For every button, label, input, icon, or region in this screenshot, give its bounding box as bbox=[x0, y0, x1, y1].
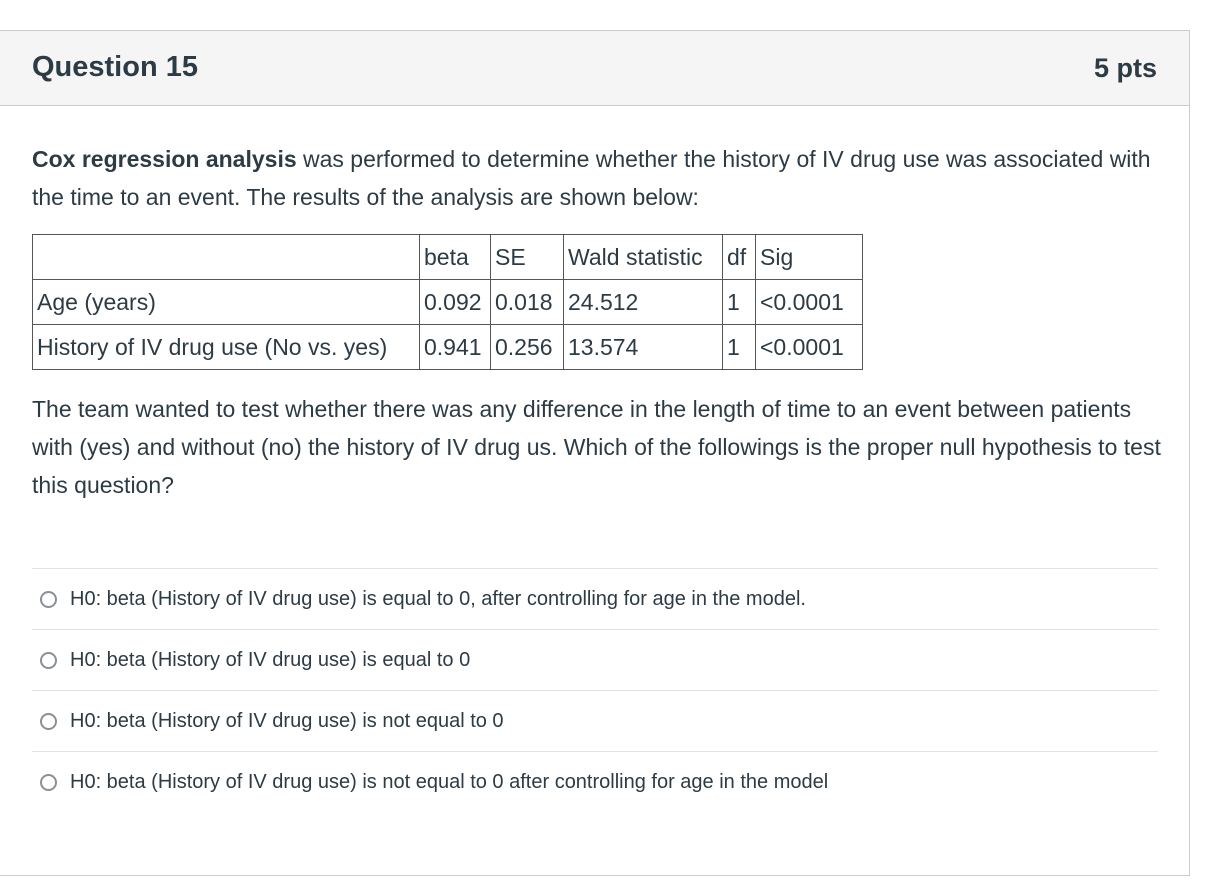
table-cell: 0.256 bbox=[491, 325, 564, 370]
question-body bbox=[32, 140, 1162, 504]
table-header-cell: Wald statistic bbox=[564, 235, 723, 280]
radio-button[interactable] bbox=[40, 774, 57, 791]
table-cell: 0.018 bbox=[491, 280, 564, 325]
intro-bold: Cox regression analysis bbox=[32, 146, 297, 172]
table-cell: Age (years) bbox=[33, 280, 420, 325]
answer-option[interactable] bbox=[32, 568, 1158, 629]
question-title: Question 15 bbox=[32, 51, 198, 83]
table-cell: 24.512 bbox=[564, 280, 723, 325]
answer-option[interactable] bbox=[32, 751, 1158, 812]
question-points: 5 pts bbox=[1093, 53, 1157, 83]
question-intro bbox=[32, 140, 1162, 216]
answer-list bbox=[32, 568, 1158, 812]
table-header-cell: df bbox=[723, 235, 756, 280]
results-table bbox=[32, 234, 863, 370]
radio-button[interactable] bbox=[40, 652, 57, 669]
table-header-cell: beta bbox=[420, 235, 491, 280]
table-cell: 13.574 bbox=[564, 325, 723, 370]
question-header bbox=[0, 31, 1189, 106]
question-follow-up: The team wanted to test whether there was any difference in the length of time to an event between patients with (yes) and without (no) the history of IV drug us. Which of the followings is the proper null hypothesis to test this question? bbox=[32, 396, 1161, 498]
table-cell: <0.0001 bbox=[756, 325, 863, 370]
answer-option[interactable] bbox=[32, 690, 1158, 751]
answer-label: H0: beta (History of IV drug use) is equal to 0 bbox=[70, 648, 471, 671]
radio-button[interactable] bbox=[40, 591, 57, 608]
answer-option[interactable] bbox=[32, 629, 1158, 690]
table-cell: History of IV drug use (No vs. yes) bbox=[33, 325, 420, 370]
answer-label: H0: beta (History of IV drug use) is equal to 0, after controlling for age in the model. bbox=[70, 587, 806, 610]
answer-label: H0: beta (History of IV drug use) is not equal to 0 bbox=[70, 709, 504, 732]
table-cell: 1 bbox=[723, 325, 756, 370]
intro-text: was performed to determine whether the history of IV drug use was associated with the time to an event. The results of the analysis are shown below: bbox=[32, 146, 1151, 210]
table-row bbox=[33, 325, 863, 370]
table-cell: <0.0001 bbox=[756, 280, 863, 325]
table-cell: 0.941 bbox=[420, 325, 491, 370]
table-cell: 1 bbox=[723, 280, 756, 325]
table-header-cell: Sig bbox=[756, 235, 863, 280]
answer-label: H0: beta (History of IV drug use) is not equal to 0 after controlling for age in the model bbox=[70, 770, 829, 793]
table-row bbox=[33, 280, 863, 325]
table-header-cell bbox=[33, 235, 420, 280]
table-header-cell: SE bbox=[491, 235, 564, 280]
table-cell: 0.092 bbox=[420, 280, 491, 325]
radio-button[interactable] bbox=[40, 713, 57, 730]
table-header-row bbox=[33, 235, 863, 280]
